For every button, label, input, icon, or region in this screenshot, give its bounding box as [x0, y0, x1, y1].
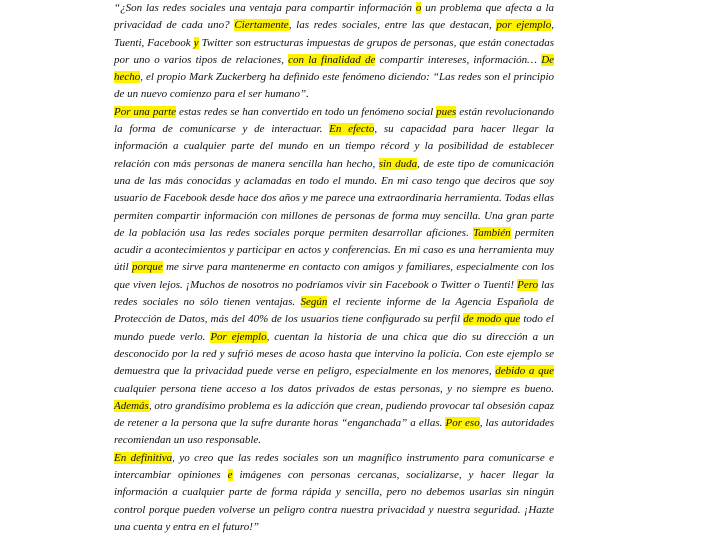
text-run: , yo creo que las redes sociales son un magnífico instrumento para comunicarse e intercambiar opiniones [114, 451, 554, 482]
highlighted-connector: De hecho [114, 53, 555, 84]
highlighted-connector: Ciertamente [234, 19, 289, 32]
highlighted-connector: debido a que [495, 365, 554, 378]
highlighted-connector: de modo que [463, 313, 521, 326]
highlighted-connector: En efecto [329, 123, 375, 136]
highlighted-connector: Pero [517, 278, 539, 291]
text-run: permiten acudir a acontecimientos y participar en actos y conferencias. En mi caso es una herramienta muy útil [114, 226, 554, 274]
highlighted-connector: En definitiva [114, 451, 173, 464]
text-run: , el propio Mark Zuckerberg ha definido este fenómeno diciendo: “Las redes son el principio de un nuevo comienzo para el ser humano”. [114, 71, 554, 101]
paragraph-conclusion [114, 450, 554, 536]
text-run: me sirve para mantenerme en contacto con amigos y familiares, especialmente con los que viven lejos. ¡Muchos de nosotros no podríamos vivir sin Facebook o Twitter o Tuenti! [114, 261, 554, 291]
text-run: compartir intereses, información… [375, 53, 542, 66]
text-run: todo el mundo puede verlo. [114, 313, 554, 343]
text-run: el reciente informe de la Agencia Española de Protección de Datos, más del 40% de los usuarios tiene configurado su perfil [114, 296, 555, 326]
text-run: , de este tipo de comunicación una de las más conocidas y aclamadas en todo el mundo. En mi caso tengo que deciros que soy usuario de Facebook desde hace dos años y me parece una extraordinaria herramienta. Todas ellas permiten compartir información con millones de personas de forma muy sencilla. Una gran parte de la población usa las redes sociales porque permiten desarrollar aficiones. [114, 157, 554, 239]
text-run: , otro grandísimo problema es la adicción que crean, pudiendo provocar tal obsesión capaz de retener a la persona que la sufre durante horas “enganchada” a ellas. [114, 399, 554, 430]
text-run: están revolucionando la forma de comunicarse y de interactuar. [114, 105, 554, 136]
highlighted-connector: e [227, 469, 233, 482]
highlighted-connector: por ejemplo [496, 19, 552, 32]
document-page [114, 0, 554, 536]
paragraph-intro [114, 0, 554, 104]
highlighted-connector: y [193, 36, 199, 49]
text-run: , las redes sociales, entre las que destacan, [288, 19, 497, 32]
highlighted-connector: porque [131, 261, 163, 274]
text-run: cualquier persona tiene acceso a los datos privados de estas personas, y no siempre es bueno. [114, 382, 554, 395]
highlighted-connector: Según [300, 296, 328, 309]
highlighted-connector: Por eso [445, 417, 480, 430]
text-run: , las autoridades recomiendan un uso responsable. [114, 417, 554, 447]
paragraph-body [114, 104, 554, 450]
highlighted-connector: pues [436, 105, 457, 118]
highlighted-connector: con la finalidad de [288, 53, 376, 66]
text-run: Twitter son estructuras impuestas de grupos de personas, que están conectadas por uno o varios tipos de relaciones, [114, 36, 555, 66]
text-run: un problema que afecta a la privacidad de cada uno? [114, 2, 554, 32]
text-run: , Tuenti, Facebook [114, 19, 554, 49]
highlighted-connector: sin duda [378, 157, 418, 170]
text-run: “¿Son las redes sociales una ventaja para compartir información [114, 2, 416, 14]
text-run: las redes sociales no sólo tienen ventajas. [114, 278, 554, 309]
highlighted-connector: o [415, 2, 422, 14]
text-run: estas redes se han convertido en todo un fenómeno social [176, 105, 437, 118]
highlighted-connector: Por una parte [114, 105, 177, 118]
highlighted-connector: Por ejemplo [210, 330, 267, 343]
text-run: imágenes con personas cercanas, socializarse, y hacer llegar la información a cualquier parte de forma rápida y sencilla, pero no debemos usarlas sin ningún control porque pueden volverse un peligro contra nuestra privacidad y nuestra seguridad. ¡Hazte una cuenta y entra en el futuro!” [114, 469, 554, 533]
text-run: , cuentan la historia de una chica que dio su dirección a un desconocido por la red y sufrió meses de acoso hasta que intervino la policía. Con este ejemplo se demuestra que la privacidad puede verse en peligro, especialmente en los menores, [114, 330, 555, 378]
highlighted-connector: Además [114, 399, 149, 412]
highlighted-connector: También [473, 226, 511, 239]
text-run: , su capacidad para hacer llegar la información a cualquier parte del mundo en un tiempo récord y la posibilidad de establecer relación con más personas de manera sencilla han hecho, [114, 123, 554, 170]
